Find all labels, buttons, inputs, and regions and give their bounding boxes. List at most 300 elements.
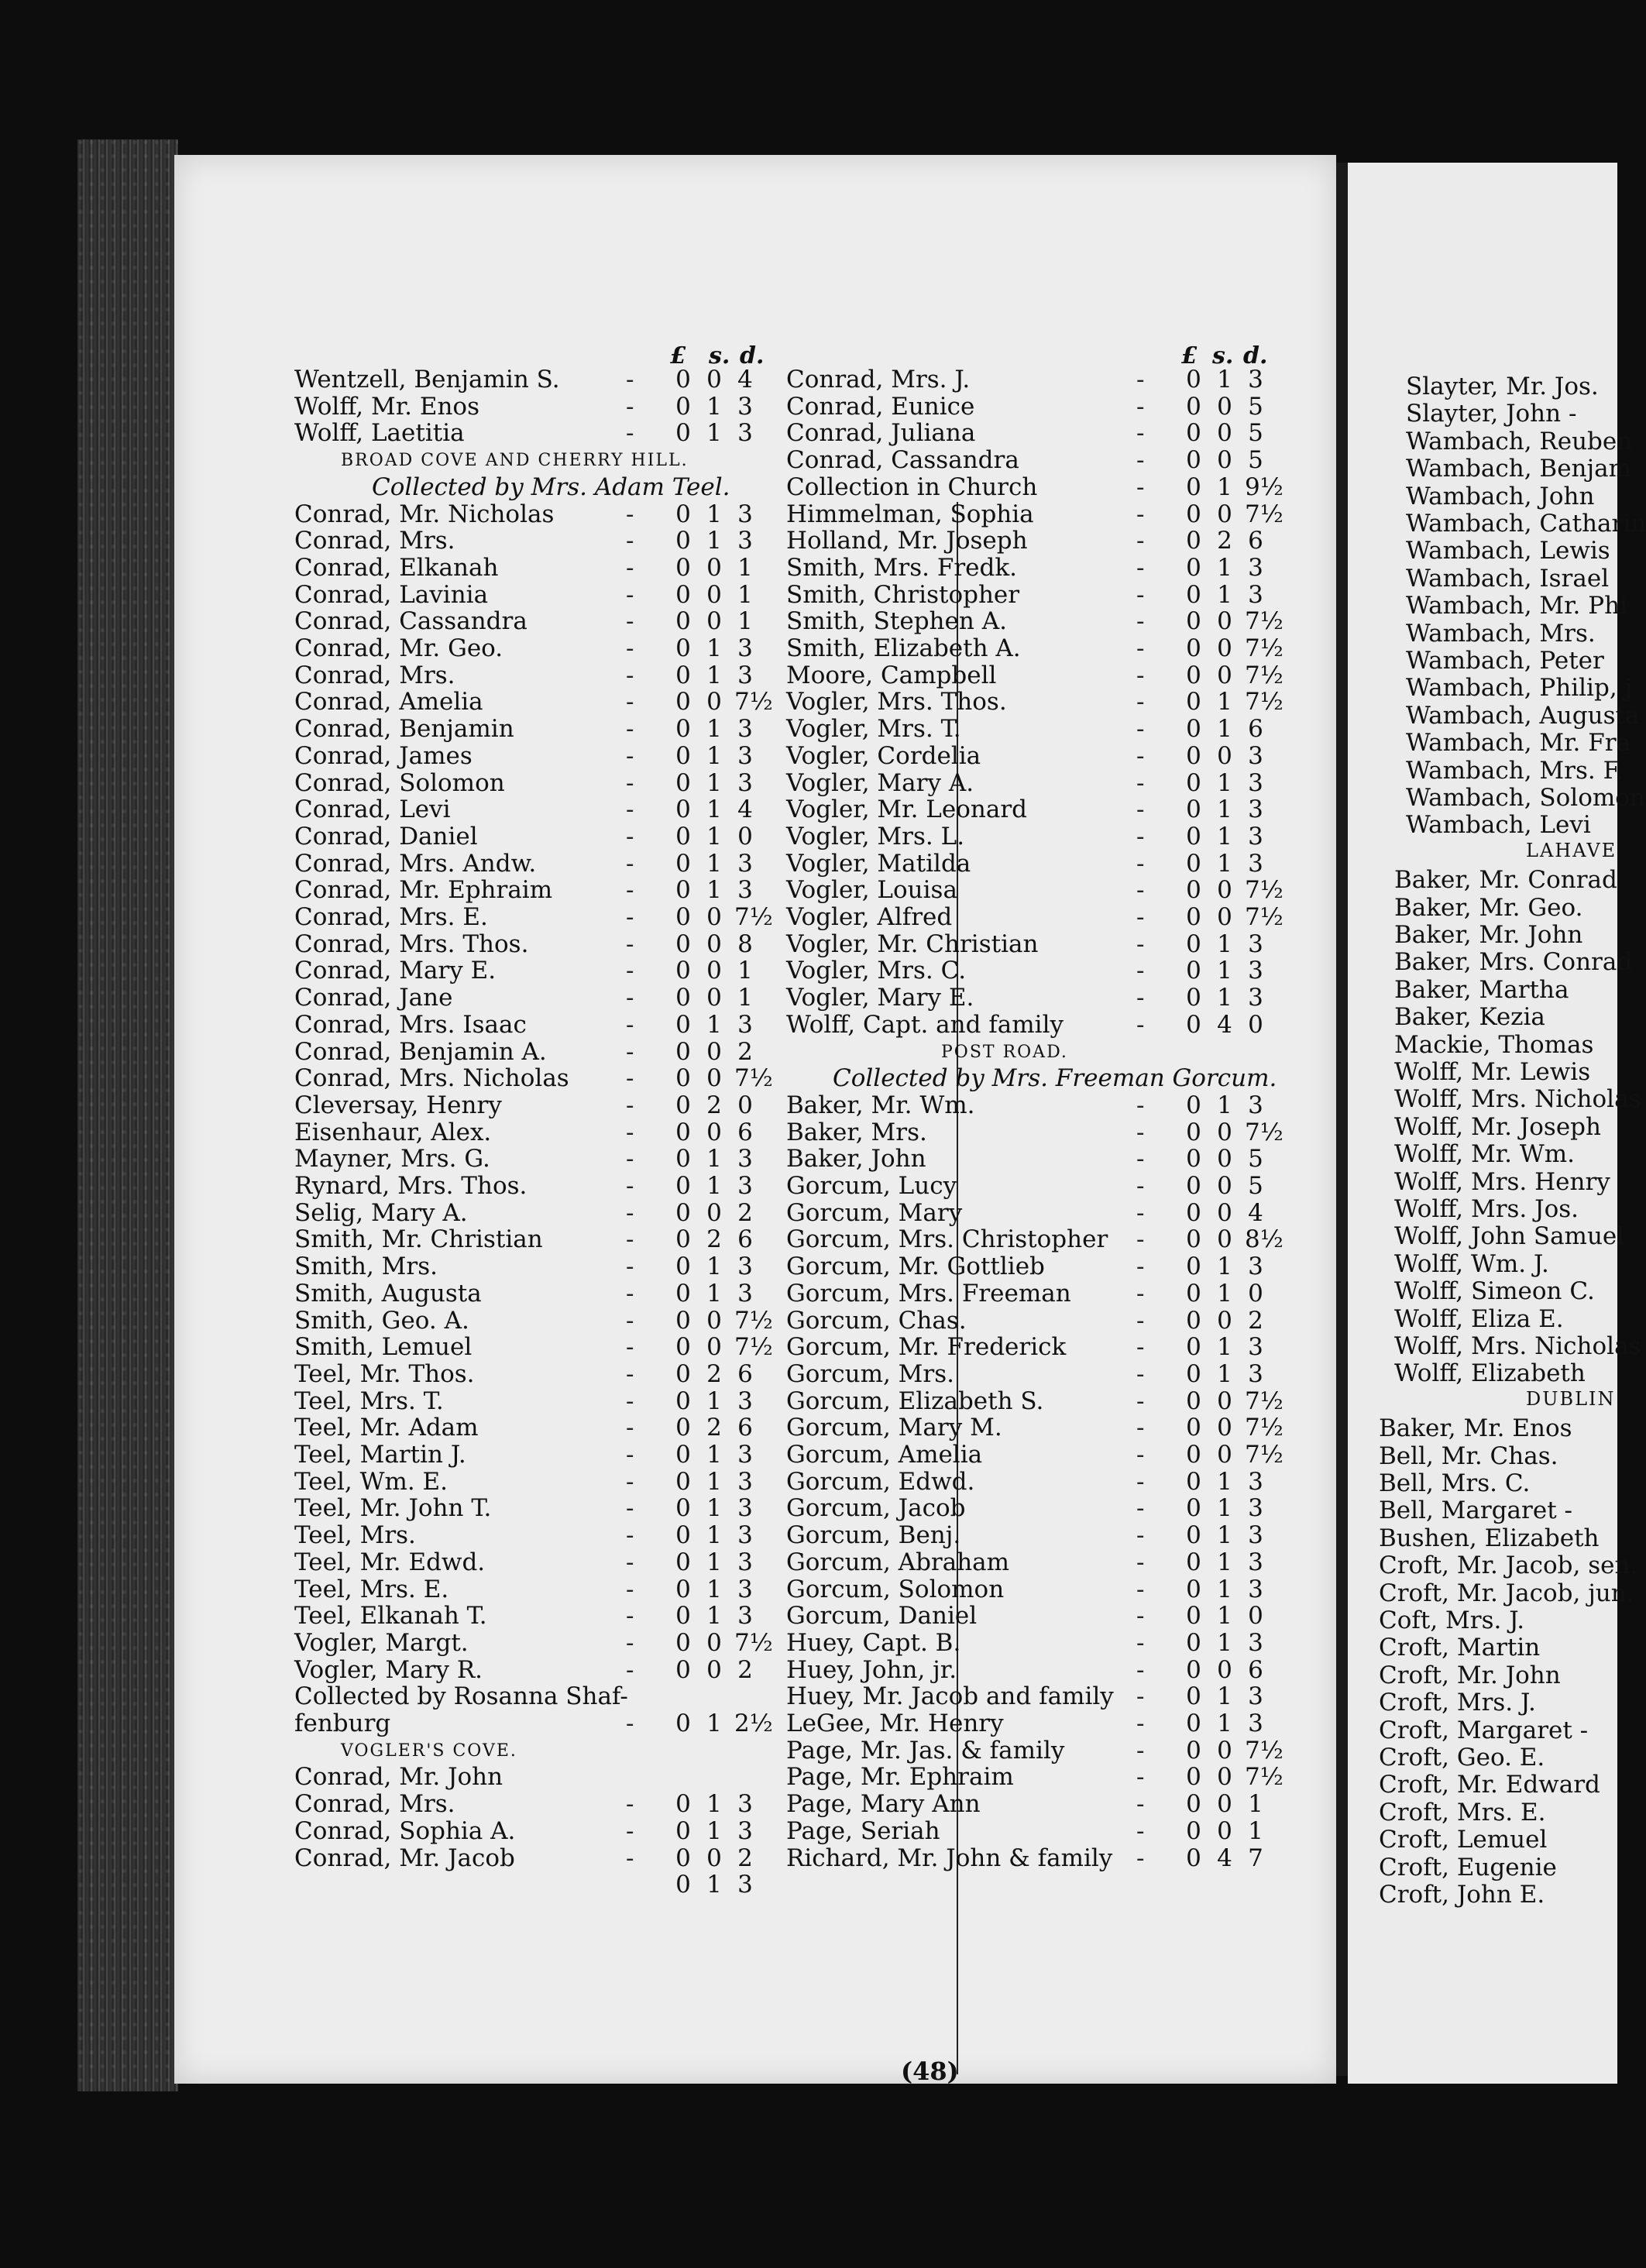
pence-value: 7½ (1245, 903, 1283, 931)
leader-dash: - (1136, 1710, 1145, 1737)
shillings-value: 1 (1217, 1548, 1232, 1576)
shillings-value: 1 (1217, 768, 1232, 797)
pence-value: 0 (737, 1091, 753, 1119)
subscriber-name: Wentzell, Benjamin S. (294, 366, 560, 393)
subscriber-row (786, 1225, 1291, 1253)
leader-dash: - (1136, 876, 1145, 905)
subscriber-name: Vogler, Mrs. Thos. (786, 688, 1007, 716)
subscriber-name: Gorcum, Mrs. Freeman (786, 1279, 1071, 1308)
subscriber-row (294, 1414, 781, 1442)
shillings-value: 1 (1217, 1467, 1232, 1496)
subscriber-name: Conrad, Solomon (294, 768, 505, 797)
shillings-value: 1 (706, 392, 722, 421)
facing-entry: Croft, Mrs. J. (1379, 1689, 1536, 1717)
pounds-value: 0 (1186, 1010, 1201, 1039)
pounds-value: 0 (1186, 1172, 1201, 1200)
facing-entry: Croft, John E. (1379, 1881, 1545, 1909)
shillings-value: 0 (1217, 1441, 1232, 1469)
facing-entry: Bell, Mr. Chas. (1379, 1442, 1558, 1470)
subscriber-name: Collection in Church (786, 472, 1038, 501)
subscriber-row (294, 366, 781, 393)
pence-value: 1 (737, 580, 753, 609)
pence-value: 0 (1248, 1010, 1263, 1039)
shillings-value: 0 (1217, 903, 1232, 931)
subscriber-name: Vogler, Mary A. (786, 768, 974, 797)
shillings-value: 1 (706, 1145, 722, 1174)
shillings-value: 0 (706, 1037, 722, 1066)
subscriber-name: Wolff, Mr. Enos (294, 392, 479, 421)
subscriber-name: Gorcum, Daniel (786, 1602, 978, 1631)
shillings-value: 1 (1217, 849, 1232, 878)
leader-dash: - (1136, 984, 1145, 1012)
pounds-value: 0 (675, 1871, 691, 1899)
shillings-value: 1 (1217, 1359, 1232, 1388)
pounds-value: 0 (1186, 392, 1201, 421)
leader-dash: - (1136, 553, 1145, 582)
shillings-value: 1 (1217, 822, 1232, 850)
subscriber-row (294, 984, 781, 1012)
pence-value: 1 (737, 984, 753, 1012)
pence-value: 3 (737, 849, 753, 878)
pounds-value: 0 (1186, 661, 1201, 689)
pounds-value: 0 (1186, 419, 1201, 448)
subscriber-name: Conrad, Mrs. Nicholas (294, 1064, 569, 1093)
subscriber-row (294, 1145, 781, 1173)
facing-entry: Baker, Mr. John (1394, 921, 1583, 949)
pounds-value: 0 (1186, 500, 1201, 528)
subscriber-row (294, 1844, 781, 1872)
leader-dash: - (1136, 741, 1145, 770)
pence-value: 3 (1248, 1710, 1263, 1737)
pence-value: 3 (1248, 1253, 1263, 1281)
leader-dash: - (626, 607, 634, 636)
subscriber-row (294, 1871, 781, 1899)
subscriber-name: Conrad, Mrs. Isaac (294, 1010, 527, 1039)
facing-entry: Wambach, Mrs. F. (1406, 756, 1624, 785)
pounds-value: 0 (1186, 472, 1201, 501)
subscriber-name: Conrad, Mr. Geo. (294, 634, 503, 662)
leader-dash: - (626, 768, 634, 797)
pounds-value: 0 (675, 741, 691, 770)
subscriber-name: Selig, Mary A. (294, 1198, 468, 1227)
subscriber-row (294, 1629, 781, 1657)
leader-dash: - (626, 1441, 634, 1469)
pence-value: 3 (1248, 1467, 1263, 1496)
leader-dash: - (1136, 1225, 1145, 1254)
shillings-value: 1 (1217, 1279, 1232, 1308)
shillings-value: 0 (1217, 446, 1232, 475)
subscriber-name: Wolff, Laetitia (294, 419, 465, 448)
subscriber-name: Smith, Augusta (294, 1279, 482, 1308)
subscriber-row (294, 1011, 781, 1039)
subscriber-row (786, 1629, 1291, 1657)
facing-entry: Wambach, Catharin (1406, 510, 1646, 538)
leader-dash: - (1136, 1816, 1145, 1845)
subscriber-row (294, 796, 781, 823)
shillings-value: 0 (1217, 392, 1232, 421)
pounds-value: 0 (675, 984, 691, 1012)
shillings-value: 1 (1217, 1333, 1232, 1362)
pounds-value: 0 (1186, 796, 1201, 824)
subscriber-name: Huey, Mr. Jacob and family (786, 1682, 1114, 1711)
pence-value: 3 (737, 1575, 753, 1603)
subscriber-row (786, 1548, 1291, 1576)
pounds-value: 0 (1186, 1655, 1201, 1684)
subscriber-row (786, 1172, 1291, 1200)
shillings-value: 1 (706, 715, 722, 744)
subscriber-name: Conrad, Mr. Ephraim (294, 876, 553, 905)
pence-value: 3 (1248, 768, 1263, 797)
facing-entry: Wolff, Simeon C. (1394, 1277, 1595, 1306)
subscriber-name: Smith, Christopher (786, 580, 1020, 609)
facing-entry: Wolff, Mr. Joseph (1394, 1112, 1601, 1141)
pounds-value: 0 (675, 1494, 691, 1523)
subscriber-name: Vogler, Mary R. (294, 1655, 483, 1684)
shillings-value: 0 (1217, 1763, 1232, 1792)
facing-entry: Wolff, Mr. Wm. (1394, 1140, 1575, 1169)
shillings-value: 0 (706, 1064, 722, 1093)
facing-entry: Mackie, Thomas (1394, 1030, 1594, 1059)
facing-entry: Wambach, Peter (1406, 647, 1604, 675)
shillings-value: 1 (706, 849, 722, 878)
shillings-value: 0 (706, 688, 722, 716)
pounds-value: 0 (1186, 1198, 1201, 1227)
section-heading: POST ROAD. (941, 1042, 1068, 1062)
facing-entry: Baker, Mr. Geo. (1394, 893, 1583, 922)
shillings-value: 1 (706, 1253, 722, 1281)
pounds-value: 0 (675, 366, 691, 393)
pounds-value: 0 (675, 1387, 691, 1415)
subscriber-name: Vogler, Matilda (786, 849, 971, 878)
subscriber-row (294, 634, 781, 662)
pence-value: 7½ (1245, 607, 1283, 636)
subscriber-row (294, 688, 781, 716)
leader-dash: - (1136, 1548, 1145, 1576)
shillings-value: 1 (706, 796, 722, 824)
shillings-value: 0 (1217, 1736, 1232, 1765)
subscriber-name: Teel, Wm. E. (294, 1467, 448, 1496)
facing-entry: Croft, Mr. Jacob, jun. (1379, 1579, 1634, 1607)
shillings-value: 1 (1217, 1710, 1232, 1737)
shillings-value: 1 (706, 1010, 722, 1039)
leader-dash: - (1136, 957, 1145, 985)
pounds-value: 0 (1186, 903, 1201, 931)
leader-dash: - (626, 984, 634, 1012)
pence-value: 5 (1248, 1172, 1263, 1200)
pence-value: 3 (737, 741, 753, 770)
shillings-value: 0 (1217, 1790, 1232, 1819)
shillings-value: 2 (706, 1414, 722, 1442)
pounds-value: 0 (1186, 741, 1201, 770)
shillings-value: 2 (706, 1091, 722, 1119)
shillings-value: 1 (706, 822, 722, 850)
facing-entry: Baker, Kezia (1394, 1003, 1545, 1032)
pence-value: 7½ (734, 1333, 773, 1362)
leader-dash: - (1136, 1091, 1145, 1119)
pence-value: 1 (737, 607, 753, 636)
shillings-value: 0 (1217, 741, 1232, 770)
subscriber-name: Teel, Mr. Adam (294, 1414, 479, 1442)
subscriber-row (786, 1333, 1291, 1361)
leader-dash: - (1136, 634, 1145, 662)
pence-value: 3 (1248, 1575, 1263, 1603)
subscriber-row (294, 957, 781, 985)
shillings-value: 1 (1217, 580, 1232, 609)
pence-value: 7½ (1245, 1736, 1283, 1765)
pounds-value: 0 (675, 1467, 691, 1496)
pounds-value: 0 (675, 1790, 691, 1819)
facing-entry: Wambach, Mr. Phi (1406, 592, 1628, 620)
subscriber-row (294, 554, 781, 582)
pounds-value: 0 (1186, 984, 1201, 1012)
pounds-value: 0 (675, 1145, 691, 1174)
subscriber-name: Gorcum, Chas. (786, 1306, 967, 1335)
subscriber-row (294, 393, 781, 421)
pence-value: 3 (737, 527, 753, 555)
subscriber-name: Vogler, Mrs. L. (786, 822, 965, 850)
pounds-value: 0 (675, 1091, 691, 1119)
shillings-value: 0 (1217, 1387, 1232, 1415)
pounds-header-right: £ (1181, 342, 1198, 369)
facing-entry: Bell, Margaret - (1379, 1497, 1572, 1525)
pounds-value: 0 (1186, 1844, 1201, 1872)
subscriber-row (786, 1441, 1291, 1469)
facing-entry: Baker, Mrs. Conrad (1394, 948, 1633, 977)
leader-dash: - (626, 553, 634, 582)
shillings-value: 1 (1217, 715, 1232, 744)
pence-value: 3 (1248, 930, 1263, 958)
facing-entry: Wolff, Mrs. Henry (1394, 1167, 1610, 1196)
leader-dash: - (1136, 688, 1145, 716)
collector-line: Collected by Mrs. Adam Teel. (372, 472, 730, 501)
leader-dash: - (1136, 903, 1145, 931)
pence-value: 3 (737, 1494, 753, 1523)
subscriber-row (786, 715, 1291, 743)
pounds-value: 0 (675, 1118, 691, 1146)
leader-dash: - (1136, 1414, 1145, 1442)
pence-value: 3 (737, 1790, 753, 1819)
leader-dash: - (626, 1790, 634, 1819)
pence-value: 8½ (1245, 1225, 1283, 1254)
subscriber-row (294, 1576, 781, 1603)
pence-value: 5 (1248, 446, 1263, 475)
pence-value: 5 (1248, 419, 1263, 448)
subscriber-row (294, 527, 781, 555)
shillings-value: 1 (706, 876, 722, 905)
pounds-value: 0 (1186, 527, 1201, 555)
shillings-value: 0 (706, 930, 722, 958)
shillings-value: 1 (1217, 1521, 1232, 1550)
pounds-value: 0 (1186, 1091, 1201, 1119)
pence-value: 3 (1248, 1359, 1263, 1388)
pounds-value: 0 (675, 1844, 691, 1872)
pounds-value: 0 (1186, 607, 1201, 636)
subscriber-row (786, 1468, 1291, 1496)
leader-dash: - (1136, 1306, 1145, 1335)
subscriber-row (786, 1521, 1291, 1549)
shillings-value: 1 (706, 419, 722, 448)
subscriber-row (294, 1682, 781, 1710)
shillings-value: 0 (1217, 1172, 1232, 1200)
pounds-value: 0 (1186, 1145, 1201, 1174)
subscriber-name: Conrad, Mrs. (294, 527, 455, 555)
leader-dash: - (626, 1172, 634, 1200)
leader-dash: - (1136, 527, 1145, 555)
pounds-value: 0 (675, 1253, 691, 1281)
leader-dash: - (626, 1548, 634, 1576)
pence-value: 7½ (1245, 1763, 1283, 1792)
leader-dash: - (626, 366, 634, 393)
leader-dash: - (626, 1225, 634, 1254)
pence-value: 3 (1248, 1628, 1263, 1657)
facing-entry: Wambach, Philip, j (1406, 674, 1633, 703)
shillings-value: 1 (1217, 796, 1232, 824)
shillings-value: 1 (706, 1467, 722, 1496)
subscriber-name: Gorcum, Mr. Frederick (786, 1333, 1067, 1362)
pounds-value: 0 (675, 822, 691, 850)
subscriber-name: Vogler, Cordelia (786, 741, 981, 770)
leader-dash: - (1136, 715, 1145, 744)
pounds-value: 0 (675, 930, 691, 958)
subscriber-row (786, 527, 1291, 555)
pence-value: 6 (737, 1414, 753, 1442)
shillings-value: 1 (1217, 1575, 1232, 1603)
shillings-value: 2 (1217, 527, 1232, 555)
book-spine (77, 139, 178, 2091)
subscriber-row (294, 1494, 781, 1522)
pounds-value: 0 (675, 1359, 691, 1388)
pence-value: 3 (1248, 580, 1263, 609)
leader-dash: - (1136, 392, 1145, 421)
leader-dash: - (626, 822, 634, 850)
subscriber-row (294, 1199, 781, 1227)
pounds-value: 0 (1186, 1763, 1201, 1792)
pounds-header: £ (670, 342, 686, 369)
subscriber-row (294, 1038, 781, 1066)
pence-value: 7 (1248, 1844, 1263, 1872)
subscriber-row (786, 1817, 1291, 1845)
leader-dash: - (626, 1306, 634, 1335)
pence-value: 3 (737, 419, 753, 448)
subscriber-row (294, 769, 781, 797)
shillings-value: 1 (1217, 1253, 1232, 1281)
subscriber-row (786, 984, 1291, 1012)
subscriber-row (786, 823, 1291, 850)
pounds-value: 0 (1186, 822, 1201, 850)
shillings-value: 1 (706, 1172, 722, 1200)
shillings-value: 1 (706, 1521, 722, 1550)
subscriber-row (786, 446, 1291, 474)
subscriber-row (786, 393, 1291, 421)
subscriber-row (786, 1414, 1291, 1442)
shillings-value: 1 (706, 741, 722, 770)
subscriber-name: Smith, Geo. A. (294, 1306, 469, 1335)
subscriber-row (786, 1307, 1291, 1335)
subscriber-name: Page, Mr. Jas. & family (786, 1736, 1065, 1765)
leader-dash: - (1136, 1790, 1145, 1819)
leader-dash: - (626, 1816, 634, 1845)
pounds-value: 0 (1186, 1414, 1201, 1442)
shillings-value: 2 (706, 1225, 722, 1254)
subscriber-row (294, 1468, 781, 1496)
subscriber-row (786, 1253, 1291, 1280)
subscriber-name: Conrad, Mary E. (294, 957, 497, 985)
pounds-value: 0 (675, 715, 691, 744)
leader-dash: - (1136, 580, 1145, 609)
pounds-value: 0 (1186, 1521, 1201, 1550)
shillings-value: 1 (706, 1387, 722, 1415)
leader-dash: - (626, 1091, 634, 1119)
leader-dash: - (1136, 1359, 1145, 1388)
subscriber-row (294, 1064, 781, 1092)
pounds-value: 0 (1186, 1225, 1201, 1254)
pounds-value: 0 (675, 1414, 691, 1442)
shillings-value: 0 (706, 553, 722, 582)
shillings-value: 1 (1217, 1682, 1232, 1711)
shillings-value: 1 (706, 500, 722, 528)
subscriber-row (786, 1682, 1291, 1710)
leader-dash: - (626, 1628, 634, 1657)
pounds-value: 0 (1186, 688, 1201, 716)
subscriber-name: Gorcum, Abraham (786, 1548, 1010, 1576)
pence-value: 0 (1248, 1279, 1263, 1308)
leader-dash: - (1136, 1575, 1145, 1603)
shillings-value: 0 (1217, 500, 1232, 528)
pounds-value: 0 (675, 500, 691, 528)
subscriber-name: Conrad, Jane (294, 984, 453, 1012)
shillings-value: 0 (706, 1655, 722, 1684)
shillings-value: 1 (706, 1710, 722, 1737)
subscriber-name: Holland, Mr. Joseph (786, 527, 1028, 555)
subscriber-name: Smith, Lemuel (294, 1333, 472, 1362)
pounds-value: 0 (675, 553, 691, 582)
pounds-value: 0 (675, 1064, 691, 1093)
leader-dash: - (1136, 1387, 1145, 1415)
facing-entry: Wambach, Israel (1406, 564, 1610, 593)
subscriber-name: Smith, Mrs. Fredk. (786, 553, 1018, 582)
facing-entry: Wolff, John Samuel (1394, 1222, 1625, 1251)
subscriber-row (294, 1521, 781, 1549)
shillings-value: 0 (1217, 419, 1232, 448)
pounds-value: 0 (675, 1710, 691, 1737)
facing-entry: Bushen, Elizabeth (1379, 1524, 1600, 1552)
pence-value: 3 (1248, 553, 1263, 582)
leader-dash: - (1136, 1279, 1145, 1308)
leader-dash: - (1136, 366, 1145, 393)
subscriber-row (786, 850, 1291, 878)
subscriber-name: Teel, Mrs. T. (294, 1387, 444, 1415)
pounds-value: 0 (675, 1037, 691, 1066)
pence-value: 3 (1248, 957, 1263, 985)
pounds-value: 0 (1186, 1279, 1201, 1308)
leader-dash: - (626, 1037, 634, 1066)
pence-value: 3 (737, 768, 753, 797)
leader-dash: - (1136, 1441, 1145, 1469)
subscriber-name: Vogler, Margt. (294, 1628, 469, 1657)
pence-value: 3 (737, 1253, 753, 1281)
subscriber-name: Conrad, Mrs. (294, 1790, 455, 1819)
shillings-value: 0 (1217, 1225, 1232, 1254)
leader-dash: - (626, 1145, 634, 1174)
shillings-value: 0 (706, 1844, 722, 1872)
subscriber-row (294, 500, 781, 528)
subscriber-row (294, 850, 781, 878)
shillings-value: 1 (706, 1816, 722, 1845)
leader-dash: - (626, 741, 634, 770)
subscriber-name: Conrad, Benjamin A. (294, 1037, 547, 1066)
subscriber-name: Vogler, Mary E. (786, 984, 974, 1012)
subscriber-row (786, 1656, 1291, 1684)
